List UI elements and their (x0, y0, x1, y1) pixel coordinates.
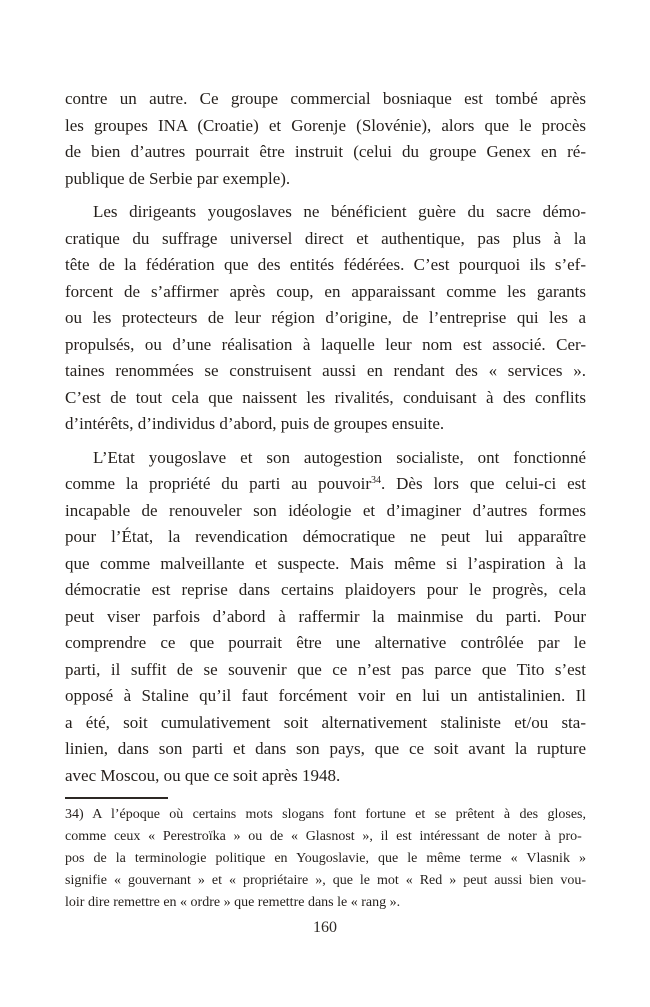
footnote (65, 804, 586, 914)
text-line-content: comprendre ce que pourrait être une alternative contrôlée par le (65, 633, 586, 652)
text-line-content: incapable de renouveler son idéologie et d’imaginer d’autres formes (65, 500, 586, 520)
text-line-content: contre un autre. Ce groupe commercial bosniaque est tombé après (65, 89, 586, 108)
text-line-content: cratique du suffrage universel direct et authentique, pas plus à la (65, 228, 586, 248)
text-line-content: que comme malveillante et suspecte. Mais même si l’aspiration à la (65, 553, 586, 573)
text-line-content: pos de la terminologie politique en Yougoslavie, que le même terme « Vlasnik » (65, 851, 586, 866)
text-line (65, 683, 586, 710)
text-line-content: ou les protecteurs de leur région d’origine, de l’entreprise qui les a (65, 308, 586, 327)
paragraph (65, 445, 586, 790)
paragraph (65, 199, 586, 438)
text-line (65, 630, 586, 657)
text-line-content: propulsés, ou d’une réalisation à laquelle leur nom est associé. Cer- (65, 334, 586, 354)
text-line-content: C’est de tout cela que naissent les rivalités, conduisant à des conflits (65, 387, 586, 407)
text-line-content: loir dire remettre en « ordre » que remettre dans le « rang ». (65, 895, 401, 910)
text-line-content: opposé à Staline qu’il faut forcément voir en lui un antistalinien. Il (65, 686, 586, 705)
text-line (65, 498, 586, 525)
text-line (65, 870, 586, 892)
text-line-content: tête de la fédération que des entités fédérées. C’est pourquoi ils s’ef- (65, 255, 586, 274)
text-line (65, 604, 586, 631)
text-line (65, 411, 586, 438)
text-line (65, 139, 586, 166)
text-line (65, 471, 586, 498)
text-line-content: L’Etat yougoslave et son autogestion socialiste, ont fonctionné (93, 447, 586, 467)
text-line-content: démocratie est reprise dans certains plaidoyers pour le progrès, cela (65, 580, 586, 599)
text-line (65, 385, 586, 412)
text-line (65, 199, 586, 226)
text-line (65, 657, 586, 684)
body-text (65, 86, 586, 789)
text-line-content: comme la propriété du parti au pouvoir$^{34}$. Dès lors que celui-ci est (65, 474, 586, 493)
text-line (65, 252, 586, 279)
text-line-content: de bien d’autres pourrait être instruit (celui du groupe Genex en ré- (65, 142, 586, 161)
text-line (65, 279, 586, 306)
text-line (65, 826, 586, 848)
text-line (65, 305, 586, 332)
text-line (65, 86, 586, 113)
text-line-content: signifie « gouvernant » et « propriétaire », que le mot « Red » peut aussi bien vou- (65, 873, 586, 888)
text-line-content: a été, soit cumulativement soit alternativement staliniste et/ou sta- (65, 712, 586, 732)
text-line (65, 892, 586, 914)
text-line (65, 848, 586, 870)
text-line (65, 113, 586, 140)
text-line (65, 763, 586, 790)
page-number: 160 (313, 919, 337, 936)
text-line (65, 226, 586, 253)
text-line (65, 577, 586, 604)
text-line-content: 34) A l’époque où certains mots slogans font fortune et se prêtent à des gloses, (65, 807, 586, 822)
text-line-content: pour l’État, la revendication démocratique ne peut lui apparaître (65, 527, 586, 546)
text-line-content: forcent de s’affirmer après coup, en apparaissant comme les garants (65, 281, 586, 301)
text-line (65, 524, 586, 551)
text-line-content: publique de Serbie par exemple). (65, 168, 291, 188)
text-line (65, 332, 586, 359)
text-line (65, 445, 586, 472)
text-line-content: taines renommées se construisent aussi en rendant des « services ». (65, 361, 586, 380)
text-line-content: les groupes INA (Croatie) et Gorenje (Slovénie), alors que le procès (65, 115, 586, 135)
text-line-content: peut viser parfois d’abord à raffermir la mainmise du parti. Pour (65, 606, 586, 626)
text-line-content: parti, il suffit de se souvenir que ce n’est pas parce que Tito s’est (65, 659, 586, 679)
text-line-content: Les dirigeants yougoslaves ne bénéficient guère du sacre démo- (93, 202, 586, 221)
text-line (65, 358, 586, 385)
text-line-content: linien, dans son parti et dans son pays, que ce soit avant la rupture (65, 739, 586, 758)
text-line (65, 804, 586, 826)
text-line (65, 736, 586, 763)
text-line-content: comme ceux « Perestroïka » ou de « Glasnost », il est intéressant de noter à pro- (65, 829, 582, 844)
text-line-content: d’intérêts, d’individus d’abord, puis de groupes ensuite. (65, 414, 445, 433)
text-line (65, 551, 586, 578)
text-line (65, 166, 586, 193)
text-line-content: avec Moscou, ou que ce soit après 1948. (65, 765, 341, 785)
footnote-reference: 34 (371, 475, 382, 486)
text-line (65, 710, 586, 737)
paragraph (65, 86, 586, 192)
footnote-divider (65, 797, 168, 799)
